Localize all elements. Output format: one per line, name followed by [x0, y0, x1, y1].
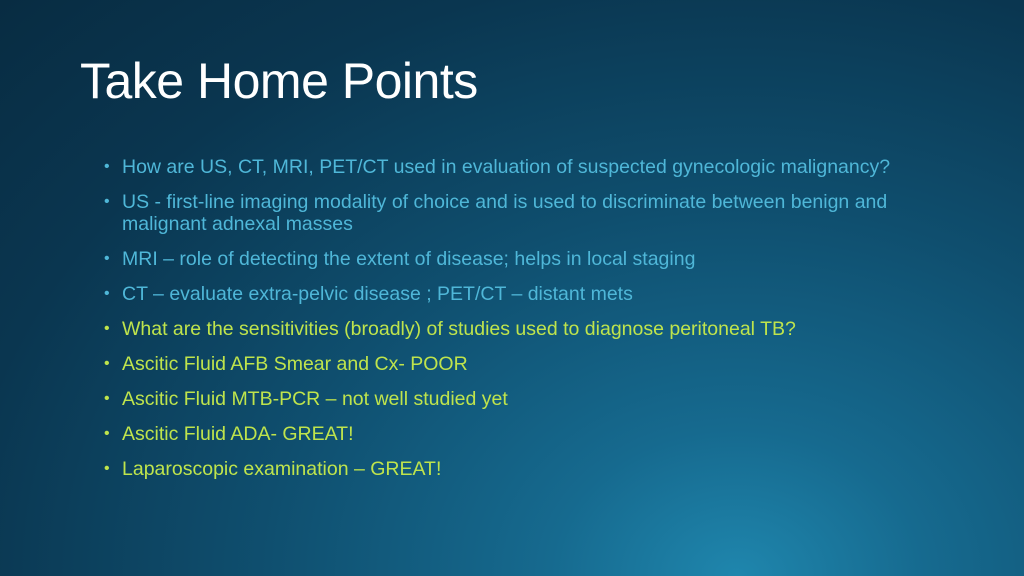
- bullet-dot-icon: •: [104, 158, 110, 175]
- bullet-dot-icon: •: [104, 355, 110, 372]
- bullet-item: [104, 283, 964, 305]
- bullet-item: [104, 423, 964, 445]
- bullet-list: [104, 156, 964, 493]
- bullet-item: [104, 156, 964, 178]
- bullet-item: [104, 458, 964, 480]
- bullet-dot-icon: •: [104, 285, 110, 302]
- bullet-text: US - first-line imaging modality of choice and is used to discriminate between benign and malignant adnexal masses: [122, 191, 888, 235]
- bullet-text: What are the sensitivities (broadly) of studies used to diagnose peritoneal TB?: [122, 318, 796, 340]
- bullet-text: Ascitic Fluid AFB Smear and Cx- POOR: [122, 353, 468, 375]
- slide-title: Take Home Points: [80, 53, 478, 109]
- bullet-item: [104, 388, 964, 410]
- bullet-dot-icon: •: [104, 425, 110, 442]
- bullet-dot-icon: •: [104, 193, 110, 210]
- bullet-text: MRI – role of detecting the extent of disease; helps in local staging: [122, 248, 696, 270]
- bullet-text: How are US, CT, MRI, PET/CT used in evaluation of suspected gynecologic malignancy?: [122, 156, 891, 178]
- bullet-text: Ascitic Fluid ADA- GREAT!: [122, 423, 354, 445]
- bullet-item: [104, 248, 964, 270]
- bullet-dot-icon: •: [104, 460, 110, 477]
- bullet-dot-icon: •: [104, 320, 110, 337]
- bullet-item: [104, 191, 964, 235]
- bullet-text: CT – evaluate extra-pelvic disease ; PET/CT – distant mets: [122, 283, 633, 305]
- bullet-item: [104, 353, 964, 375]
- bullet-text: Ascitic Fluid MTB-PCR – not well studied yet: [122, 388, 508, 410]
- bullet-dot-icon: •: [104, 250, 110, 267]
- bullet-text: Laparoscopic examination – GREAT!: [122, 458, 442, 480]
- bullet-item: [104, 318, 964, 340]
- bullet-dot-icon: •: [104, 390, 110, 407]
